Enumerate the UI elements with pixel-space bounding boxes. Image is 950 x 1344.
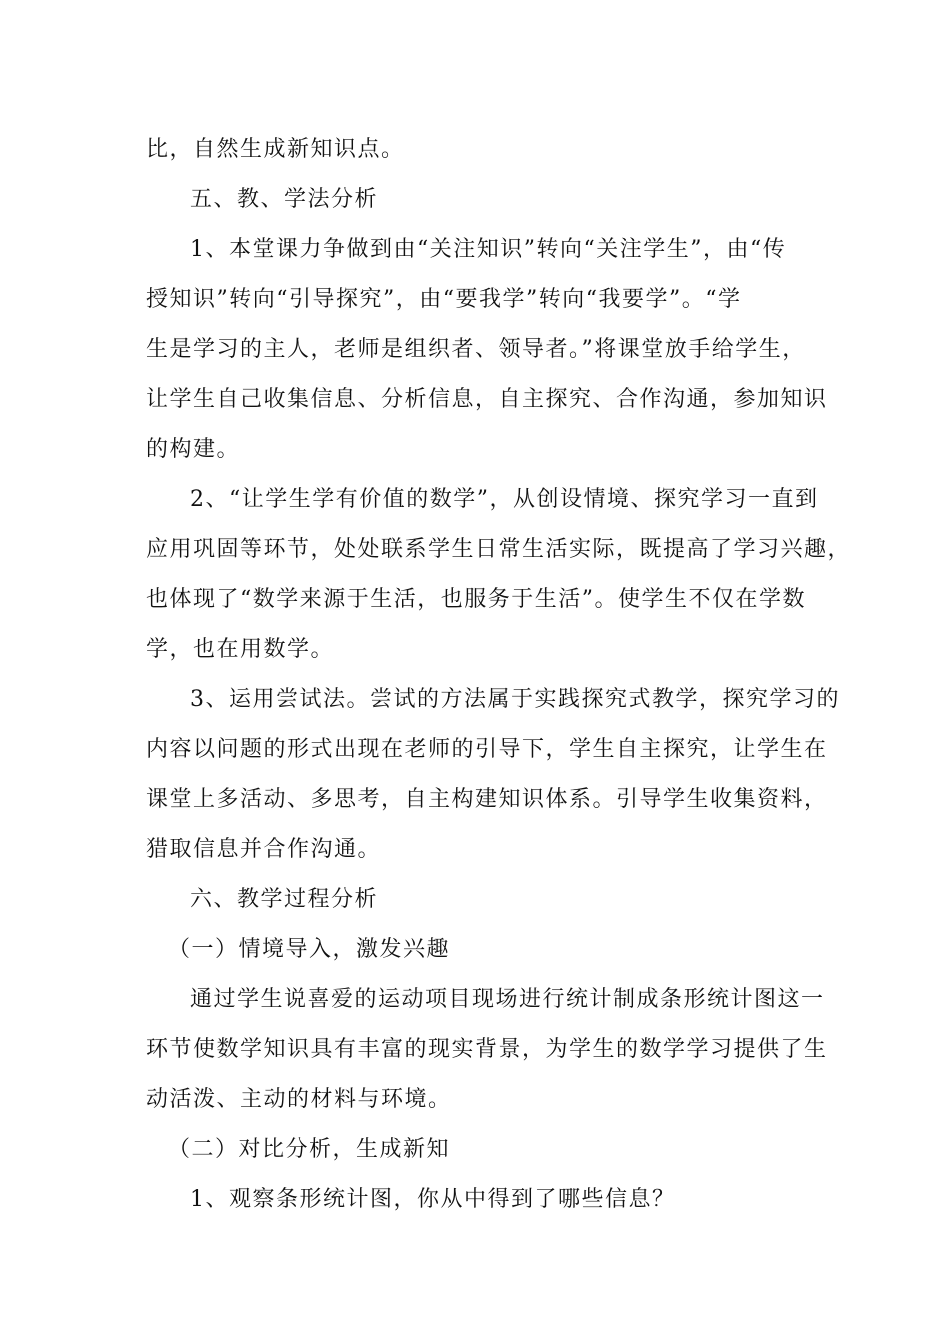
text-line: 课堂上多活动、多思考，自主构建知识体系。引导学生收集资料，: [146, 787, 828, 812]
text-line: 也体现了“数学来源于生活，也服务于生活”。使学生不仅在学数: [146, 587, 806, 612]
text-line: 应用巩固等环节，处处联系学生日常生活实际，既提高了学习兴趣，: [146, 537, 852, 562]
text-line: 3、运用尝试法。尝试的方法属于实践探究式教学，探究学习的: [190, 687, 840, 712]
subsection-heading: （一）情境导入，激发兴趣: [168, 937, 451, 962]
subsection-heading: （二）对比分析，生成新知: [168, 1137, 451, 1162]
text-line: 让学生自己收集信息、分析信息，自主探究、合作沟通，参加知识: [146, 387, 828, 412]
text-line: 通过学生说喜爱的运动项目现场进行统计制成条形统计图这一: [190, 987, 825, 1012]
section-heading: 六、教学过程分析: [190, 887, 379, 912]
text-line: 比，自然生成新知识点。: [146, 137, 405, 162]
text-line: 1、本堂课力争做到由“关注知识”转向“关注学生”，由“传: [190, 237, 787, 262]
text-line: 2、“让学生学有价值的数学”，从创设情境、探究学习一直到: [190, 487, 819, 512]
text-line: 猎取信息并合作沟通。: [146, 837, 382, 862]
section-heading: 五、教、学法分析: [190, 187, 379, 212]
text-line: 生是学习的主人，老师是组织者、领导者。”将课堂放手给学生，: [146, 337, 806, 362]
text-line: 环节使数学知识具有丰富的现实背景，为学生的数学学习提供了生: [146, 1037, 828, 1062]
text-line: 1、观察条形统计图，你从中得到了哪些信息？: [190, 1187, 676, 1212]
text-line: 学，也在用数学。: [146, 637, 335, 662]
text-line: 的构建。: [146, 437, 241, 462]
text-line: 授知识”转向“引导探究”，由“要我学”转向“我要学”。“学: [146, 287, 742, 312]
text-line: 动活泼、主动的材料与环境。: [146, 1087, 452, 1112]
text-line: 内容以问题的形式出现在老师的引导下，学生自主探究，让学生在: [146, 737, 828, 762]
